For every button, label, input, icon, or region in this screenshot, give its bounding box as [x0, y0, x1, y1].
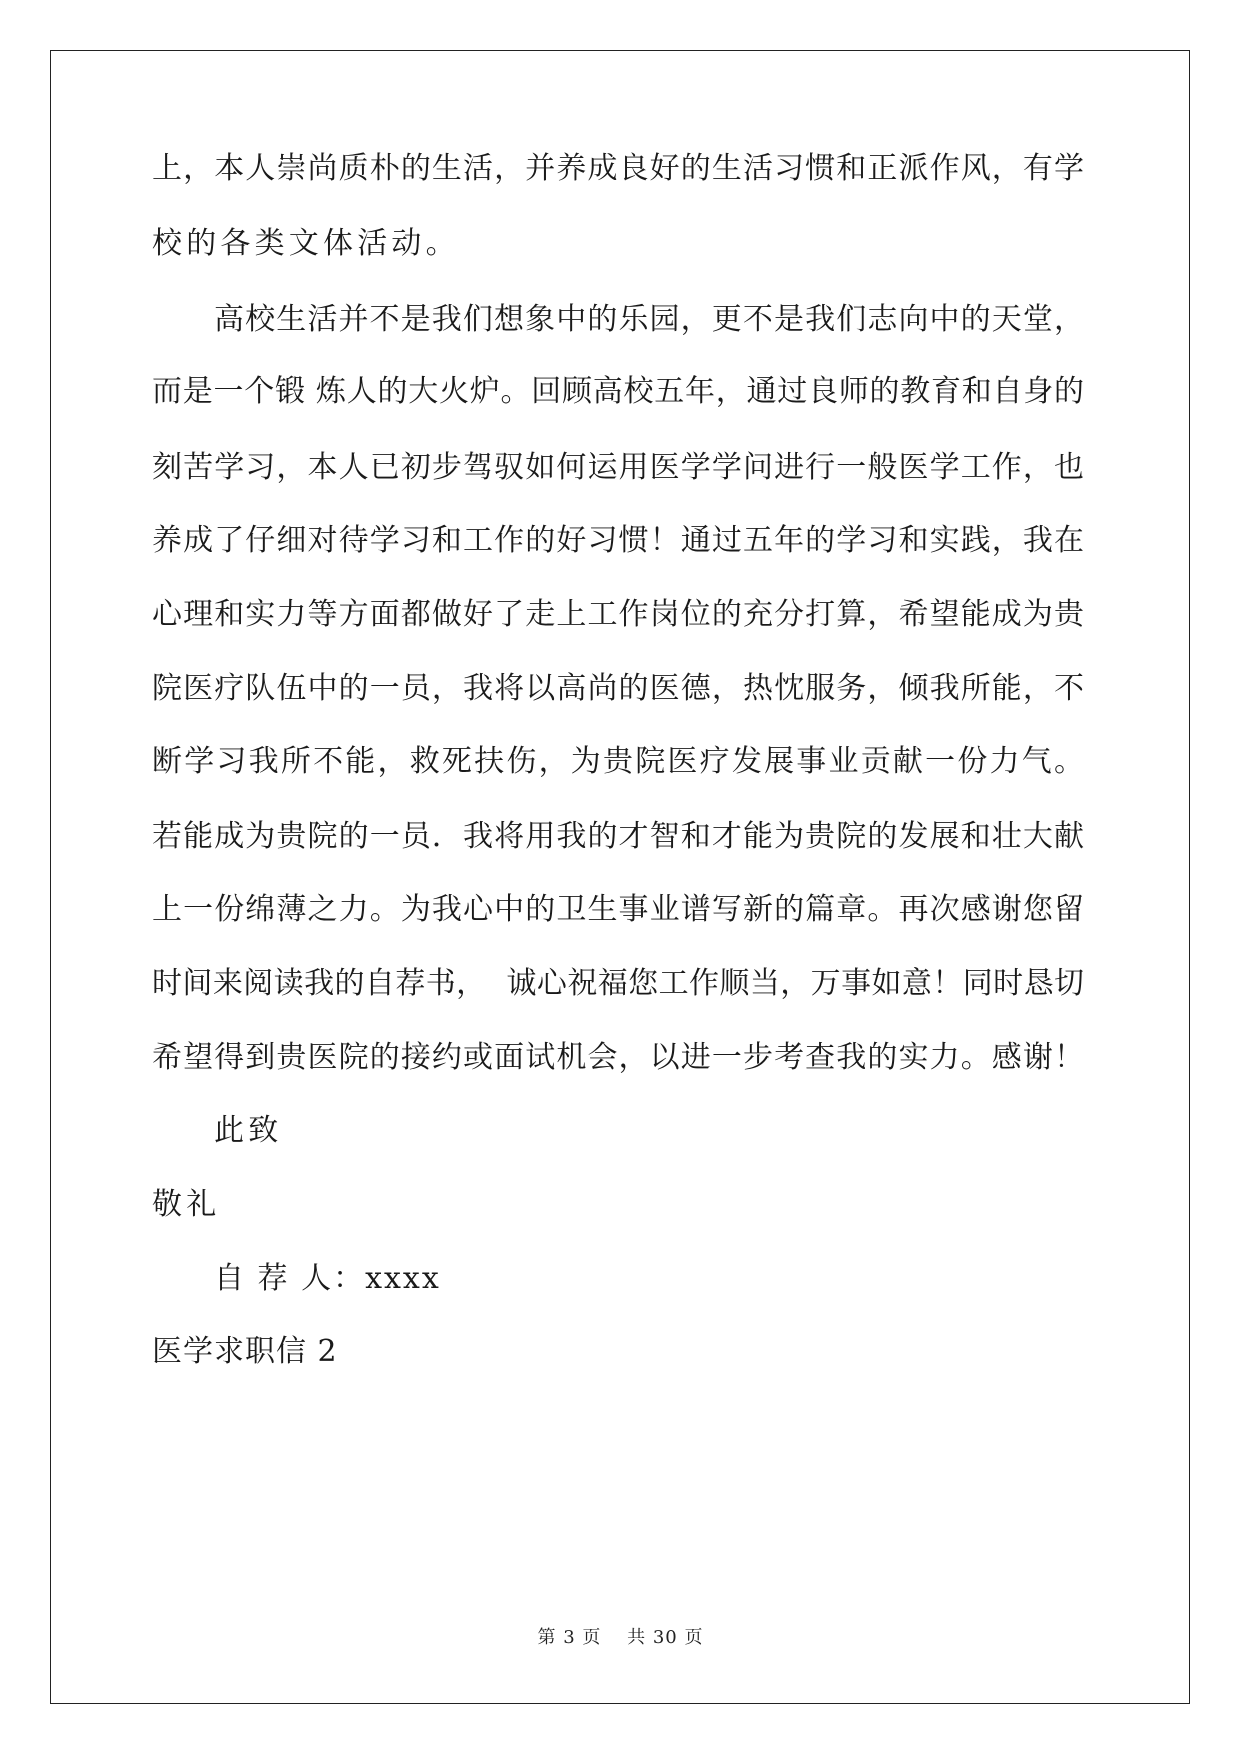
text-line: 而是一个锻 炼人的大火炉。回顾高校五年，通过良师的教育和自身的 [152, 374, 1084, 409]
text-line: 断学习我所不能，救死扶伤，为贵院医疗发展事业贡献一份力气。 [152, 744, 1084, 779]
text-line: 院医疗队伍中的一员，我将以高尚的医德，热忱服务，倾我所能，不 [152, 671, 1084, 706]
page-border [50, 50, 1190, 1704]
text-line: 上一份绵薄之力。为我心中的卫生事业谱写新的篇章。再次感谢您留 [152, 892, 1084, 927]
text-line: 高校生活并不是我们想象中的乐园，更不是我们志向中的天堂， [214, 302, 1084, 337]
closing-text: 此致 [214, 1113, 283, 1148]
text-line: 心理和实力等方面都做好了走上工作岗位的充分打算，希望能成为贵 [152, 597, 1084, 632]
text-line: 校的各类文体活动。 [152, 226, 460, 261]
text-line: 时间来阅读我的自荐书， 诚心祝福您工作顺当，万事如意！同时恳切 [152, 966, 1084, 1001]
text-line: 希望得到贵医院的接约或面试机会，以进一步考查我的实力。感谢！ [152, 1040, 1084, 1075]
page-number-footer: 第 3 页 共 30 页 [537, 1627, 704, 1648]
next-section-title: 医学求职信 2 [152, 1334, 338, 1369]
text-line: 上，本人崇尚质朴的生活，并养成良好的生活习惯和正派作风，有学 [152, 151, 1084, 186]
text-line: 养成了仔细对待学习和工作的好习惯！通过五年的学习和实践，我在 [152, 523, 1084, 558]
text-line: 刻苦学习，本人已初步驾驭如何运用医学学问进行一般医学工作，也 [152, 450, 1084, 485]
signature-line: 自 荐 人：xxxx [214, 1261, 441, 1296]
salute-text: 敬礼 [152, 1187, 221, 1222]
text-line: 若能成为贵院的一员．我将用我的才智和才能为贵院的发展和壮大献 [152, 819, 1084, 854]
